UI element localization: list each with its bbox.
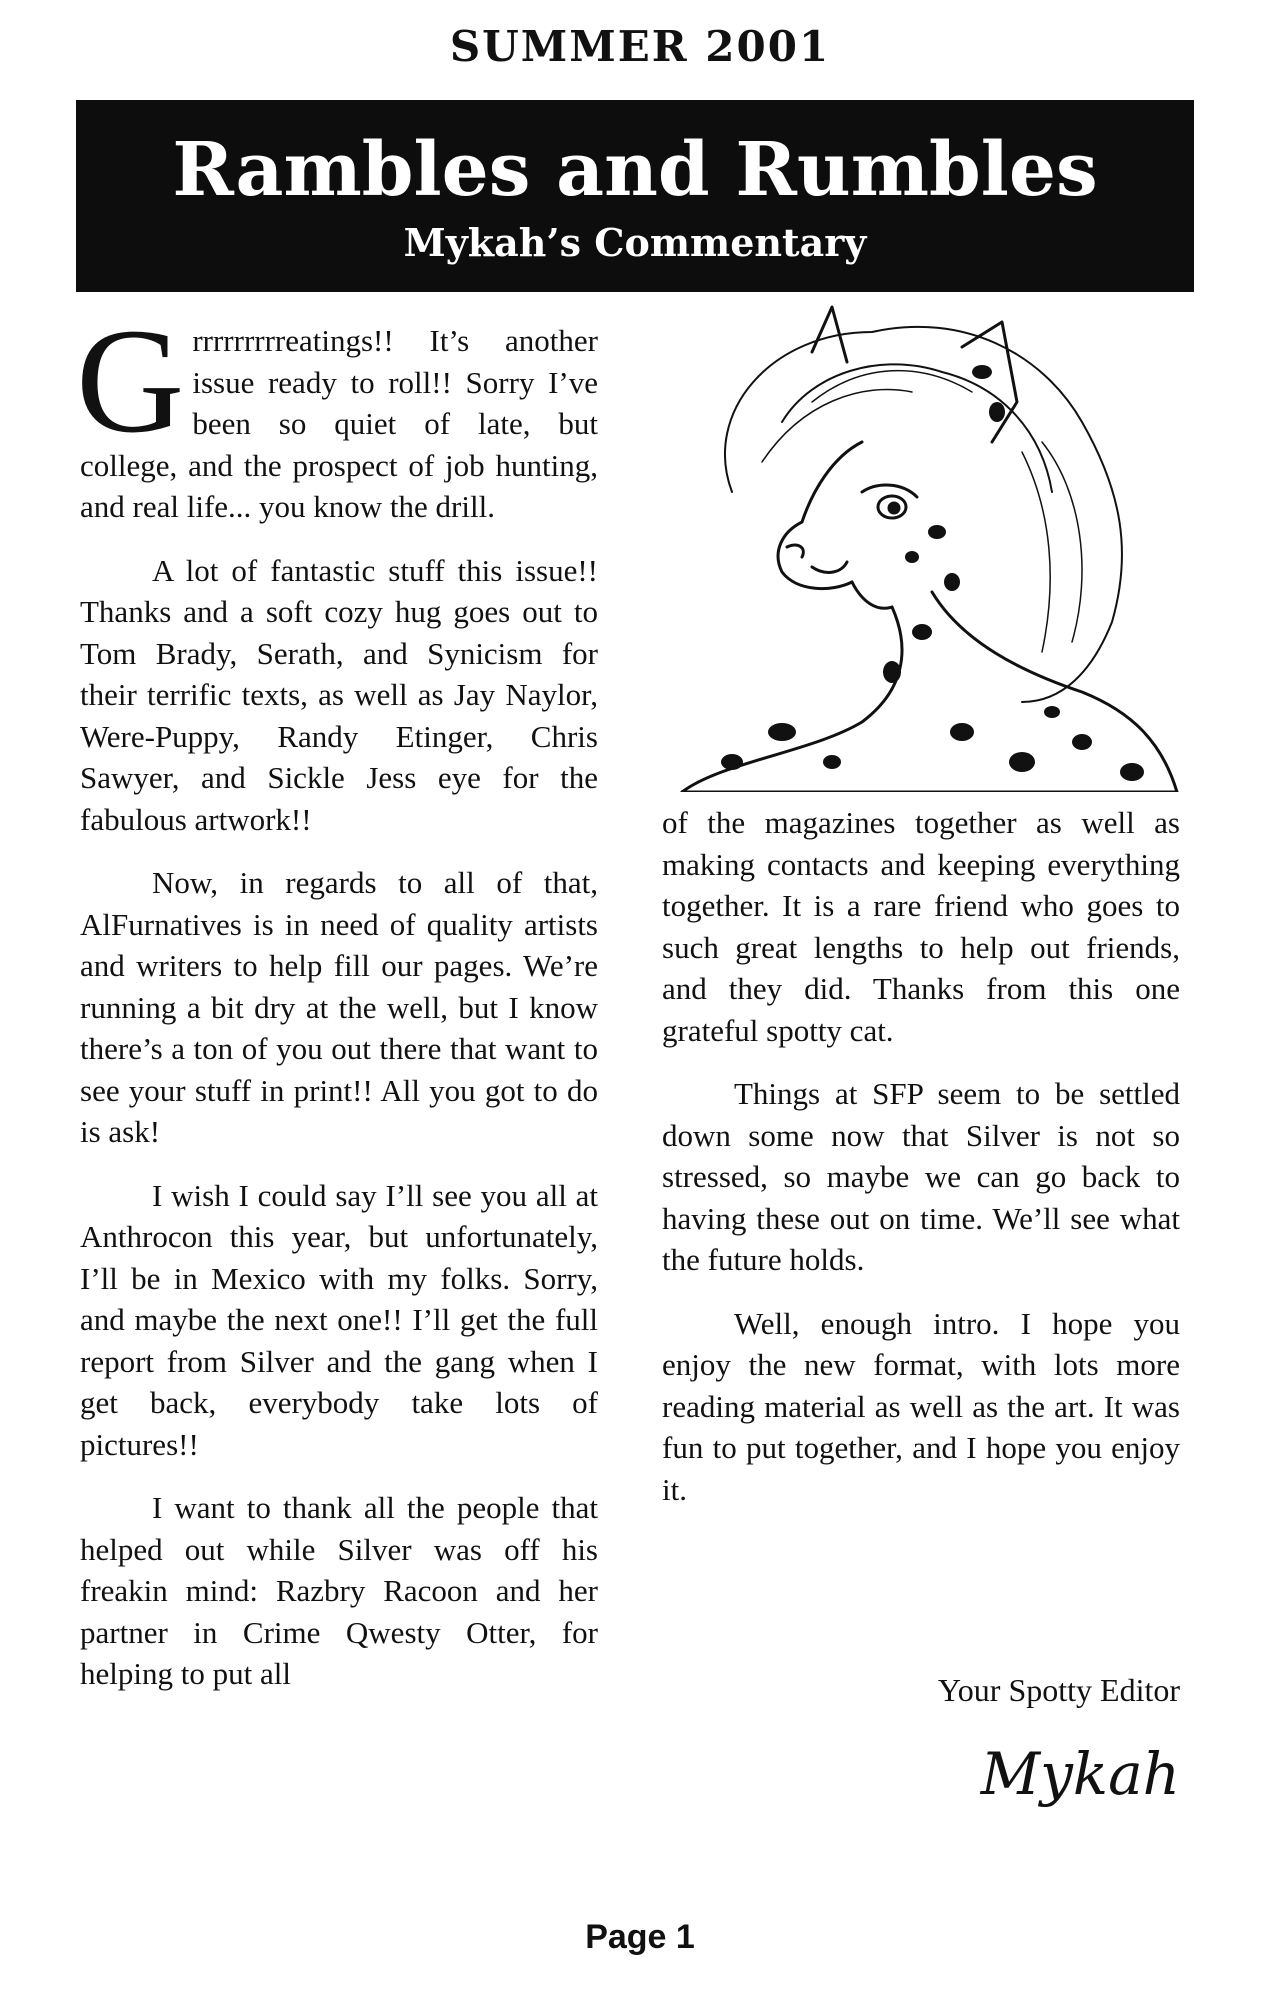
paragraph: I want to thank all the people that helped out while Silver was off his freakin mind: Razbry Racoon and her partner in Crime Qwesty Otter, for helping to put all bbox=[80, 1490, 598, 1691]
first-paragraph bbox=[76, 298, 598, 528]
article-title: Rambles and Rumbles bbox=[172, 127, 1098, 213]
signoff: Your Spotty Editor bbox=[937, 1672, 1180, 1708]
signature: Mykah bbox=[980, 1740, 1180, 1808]
article-subtitle: Mykah’s Commentary bbox=[403, 220, 867, 265]
paragraph: Things at SFP seem to be settled down some now that Silver is not so stressed, so maybe we can go back to having these out on time. We’ll see what the future holds. bbox=[662, 1076, 1180, 1277]
paragraph: Well, enough intro. I hope you enjoy the new format, with lots more reading material as well as the art. It was fun to put together, and I hope you enjoy it. bbox=[662, 1305, 1180, 1507]
right-column bbox=[662, 802, 1180, 1532]
first-paragraph-text: rrrrrrrrreatings!! It’s another issue ready to roll!! Sorry I’ve been so quiet of late, but college, and the prospect of job hunting, and real life... you know the drill. bbox=[80, 323, 598, 524]
drop-cap: G bbox=[76, 298, 185, 464]
paragraph: A lot of fantastic stuff this issue!! Thanks and a soft cozy hug goes out to Tom Brady, Serath, and Synicism for their terrific texts, as well as Jay Naylor, Were-Puppy, Randy Etinger, Chris Sawyer, and Sickle Jess eye for the fabulous artwork!! bbox=[80, 552, 598, 837]
left-column bbox=[76, 298, 598, 1717]
paragraph-continuation: of the magazines together as well as making contacts and keeping everything together. It is a rare friend who goes to such great lengths to help out friends, and they did. Thanks from this one grateful spotty cat. bbox=[662, 805, 1180, 1048]
title-banner bbox=[76, 100, 1194, 292]
paragraph: I wish I could say I’ll see you all at Anthrocon this year, but unfortunately, I’ll be in Mexico with my folks. Sorry, and maybe the next one!! I’ll get the full report from Silver and the gang when I get back, everybody take lots of pictures!! bbox=[80, 1177, 598, 1462]
issue-date: SUMMER 2001 bbox=[449, 22, 831, 71]
page-number: Page 1 bbox=[585, 1918, 695, 1956]
paragraph: Now, in regards to all of that, AlFurnatives is in need of quality artists and writers to help fill our pages. We’re running a bit dry at the well, but I know there’s a ton of you out there that want to see your stuff in print!! All you got to do is ask! bbox=[80, 865, 598, 1149]
leopard-illustration bbox=[662, 292, 1182, 792]
